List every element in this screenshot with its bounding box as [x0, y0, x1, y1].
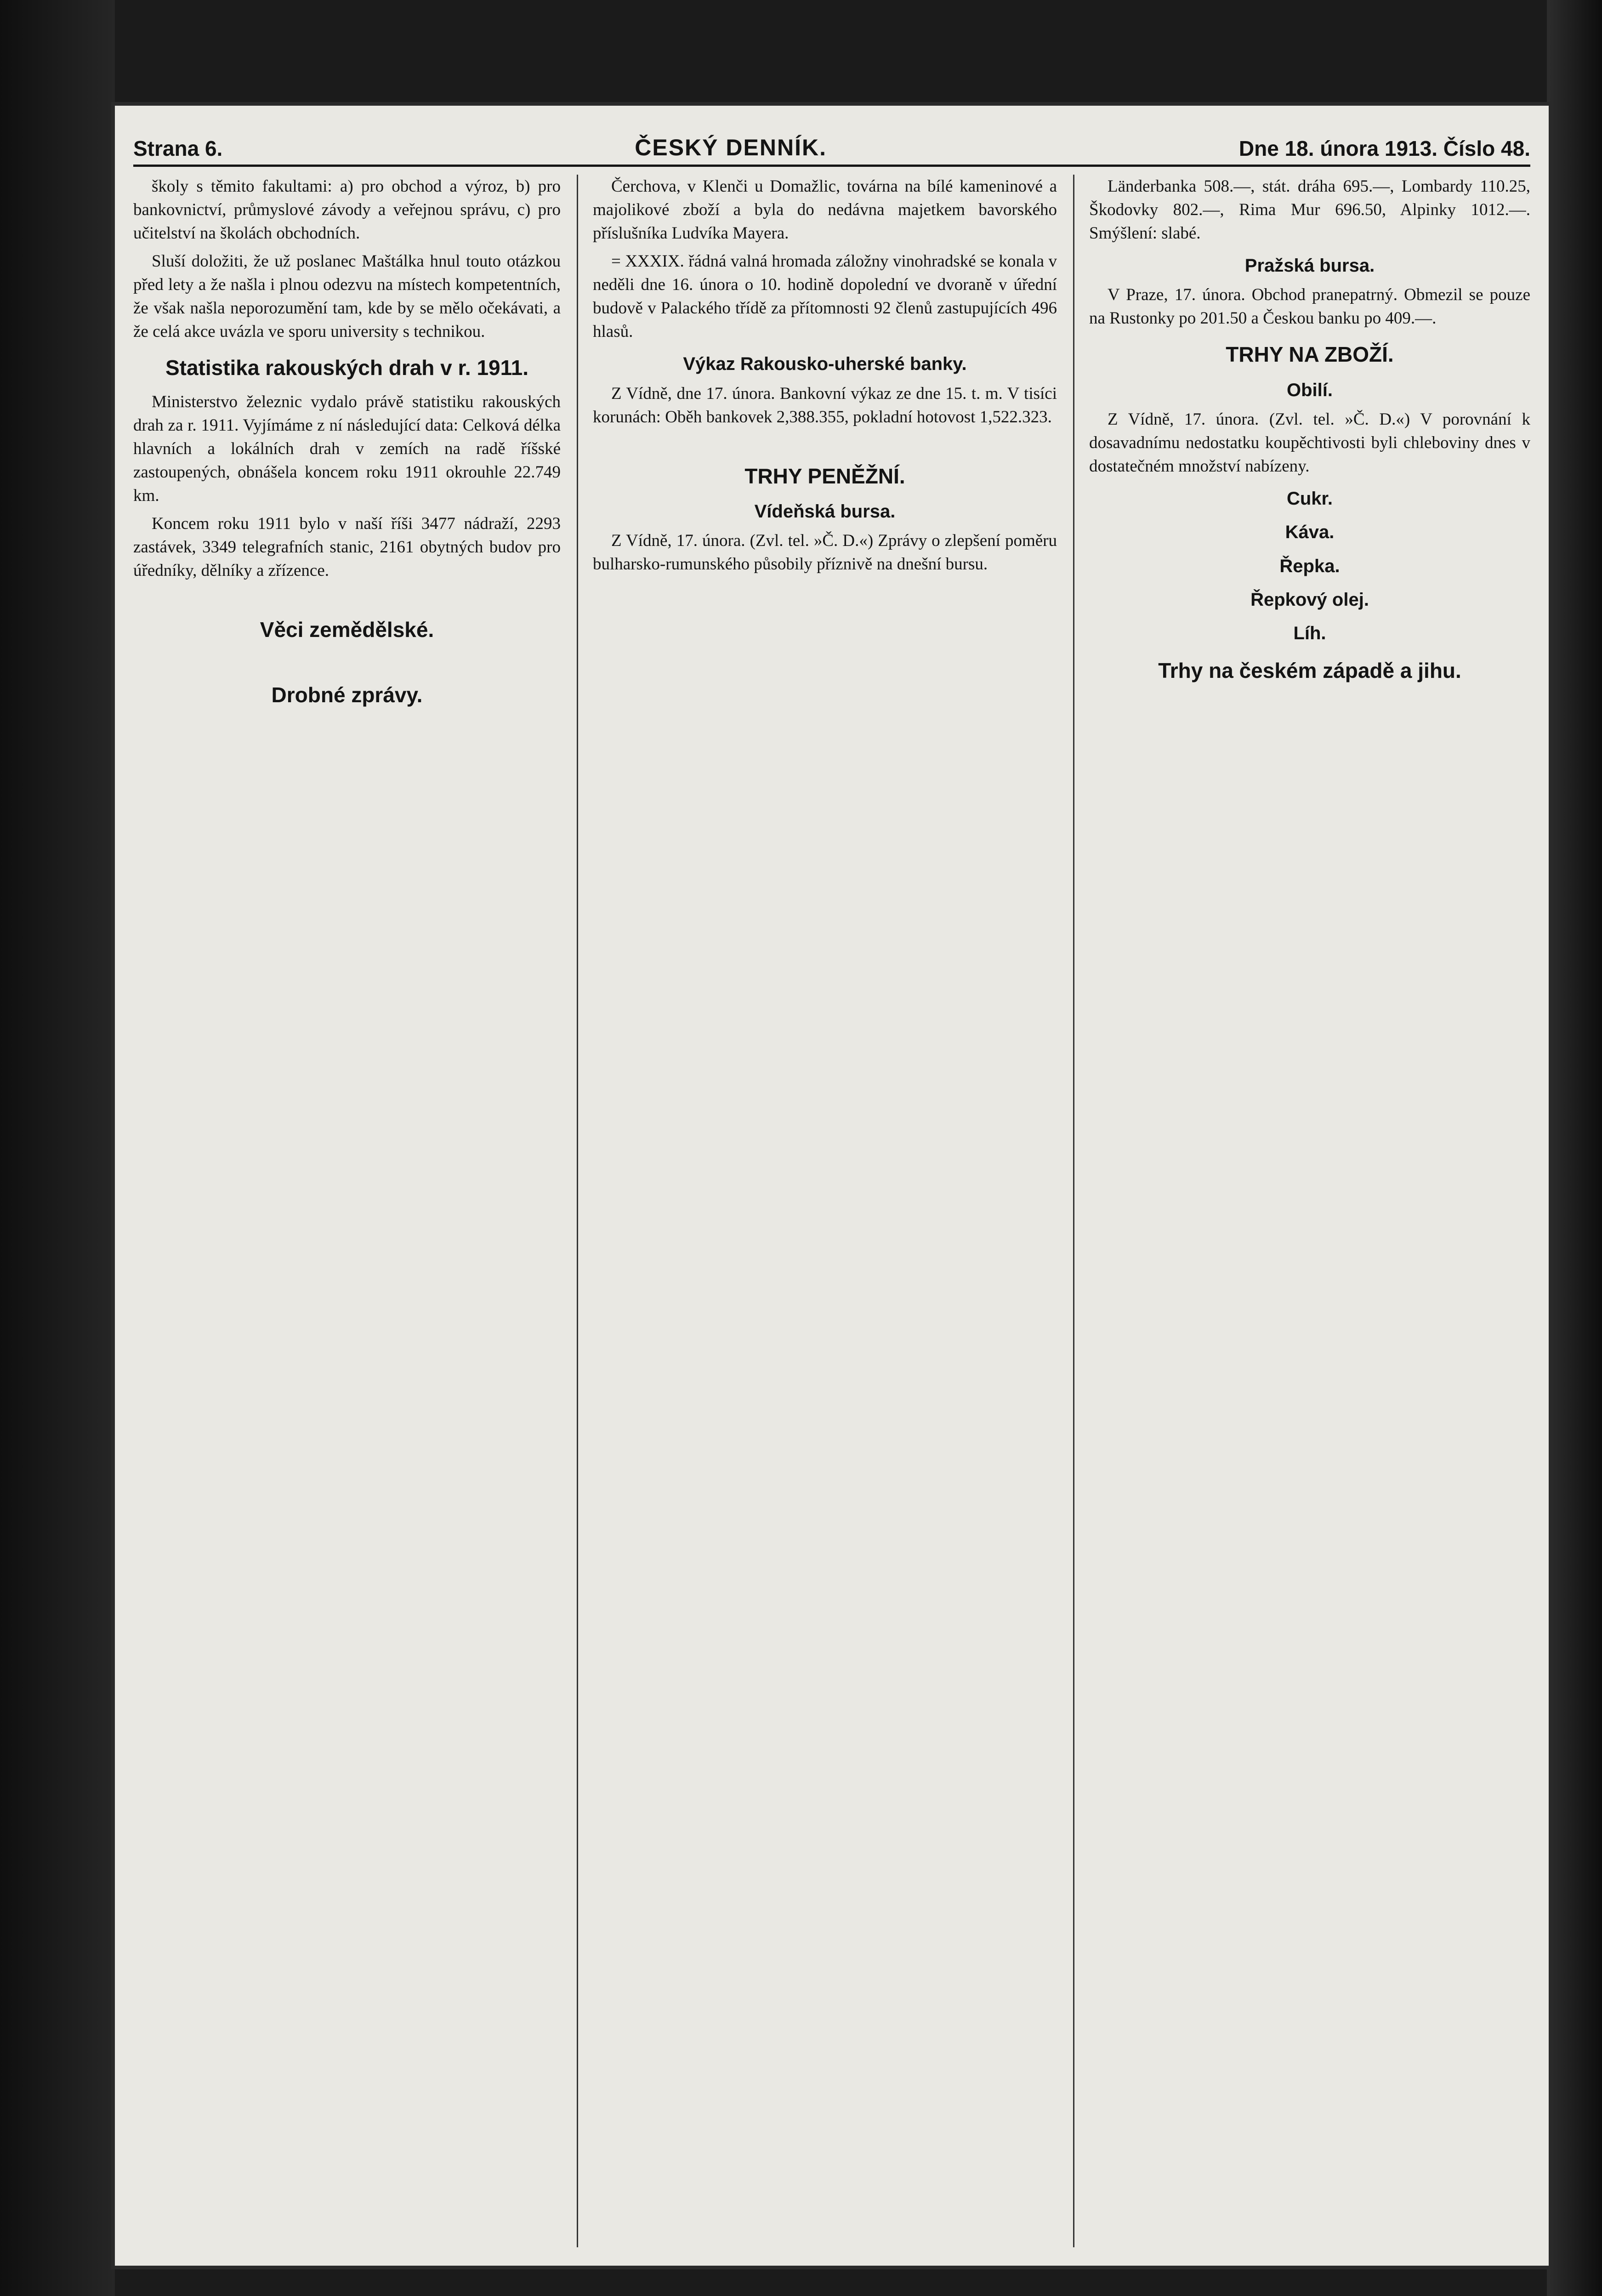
paragraph: Koncem roku 1911 bylo v naší říši 3477 nádraží, 2293 zastávek, 3349 telegrafních stanic, 2161 obytných budov pro úředníky, dělníky a zřízence. — [133, 514, 561, 580]
paragraph: Z Vídně, 17. února. (Zvl. tel. »Č. D.«) Zprávy o zlepšení poměru bulharsko-rumunského působily příznivě na dnešní bursu. — [593, 531, 1057, 574]
newspaper-page — [115, 106, 1549, 2266]
section-heading: Věci zemědělské. — [260, 618, 434, 642]
section-heading: Líh. — [1293, 623, 1326, 643]
section-heading: Cukr. — [1286, 489, 1333, 509]
column-3 — [1089, 175, 1530, 2247]
column-1 — [133, 175, 561, 2247]
section-heading: Káva. — [1285, 522, 1335, 543]
section-heading: Řepka. — [1279, 556, 1340, 576]
column-divider — [577, 175, 578, 2247]
paragraph: V Praze, 17. února. Obchod pranepatrný. Obmezil se pouze na Rustonky po 201.50 a Českou banku po 409.—. — [1089, 285, 1530, 328]
section-heading: TRHY PENĚŽNÍ. — [744, 464, 905, 488]
page-header — [133, 133, 1530, 161]
issue-date: Dne 18. února 1913. Číslo 48. — [1238, 136, 1530, 160]
section-heading: Statistika rakouských drah v r. 1911. — [165, 356, 529, 380]
paragraph: Länderbanka 508.—, stát. dráha 695.—, Lombardy 110.25, Škodovky 802.—, Rima Mur 696.50, Alpinky 1012.—. Smýšlení: slabé. — [1089, 177, 1530, 243]
scan-border-left — [0, 0, 115, 2296]
section-heading: Vídeňská bursa. — [754, 501, 896, 522]
paragraph: Sluší doložiti, že už poslanec Maštálka hnul touto otázkou před lety a že našla i plnou odezvu na místech kompetentních, že však našla neporozumění tam, kde by se mělo očekávati, a že celá akce uvázla ve sporu university s technikou. — [133, 252, 561, 341]
column-divider — [1073, 175, 1074, 2247]
section-heading: TRHY NA ZBOŽÍ. — [1226, 342, 1394, 367]
column-2 — [593, 175, 1057, 2247]
paragraph: Z Vídně, dne 17. února. Bankovní výkaz ze dne 15. t. m. V tisíci korunách: Oběh bankovek 2,388.355, pokladní hotovost 1,522.323. — [593, 384, 1057, 426]
paragraph: Čerchova, v Klenči u Domažlic, továrna na bílé kameninové a majolikové zboží a byla do nedávna majetkem bavorského příslušníka Ludvíka Mayera. — [593, 177, 1057, 243]
scan-border-right — [1547, 0, 1602, 2296]
paragraph: = XXXIX. řádná valná hromada záložny vinohradské se konala v neděli dne 16. února o 10. hodině dopolední ve dvoraně v úřední budově v Palackého třídě za přítomnosti 92 členů zastupujících 496 hlasů. — [593, 252, 1057, 341]
paragraph: Z Vídně, 17. února. (Zvl. tel. »Č. D.«) V porovnání k dosavadnímu nedostatku koupěchtivosti byli chleboviny dnes v dostatečném množství nabízeny. — [1089, 410, 1530, 476]
section-heading: Výkaz Rakousko-uherské banky. — [683, 354, 967, 375]
section-heading: Pražská bursa. — [1244, 256, 1375, 276]
paragraph: Ministerstvo železnic vydalo právě statistiku rakouských drah za r. 1911. Vyjímáme z ní následující data: Celková délka hlavních a lokálních drah v zemích na radě říšské zastoupených, obnášela koncem roku 1911 okrouhle 22.749 km. — [133, 392, 561, 505]
section-heading: Obilí. — [1287, 380, 1333, 400]
section-heading: Řepkový olej. — [1250, 589, 1369, 610]
section-heading: Drobné zprávy. — [271, 682, 423, 707]
page-number: Strana 6. — [133, 136, 223, 160]
header-rule — [133, 165, 1530, 167]
paragraph: školy s těmito fakultami: a) pro obchod a výroz, b) pro bankovnictví, průmyslové závody a veřejnou správu, c) pro učitelství na školách obchodních. — [133, 177, 561, 243]
section-heading: Trhy na českém západě a jihu. — [1158, 659, 1461, 683]
masthead-title: ČESKÝ DENNÍK. — [635, 135, 827, 160]
